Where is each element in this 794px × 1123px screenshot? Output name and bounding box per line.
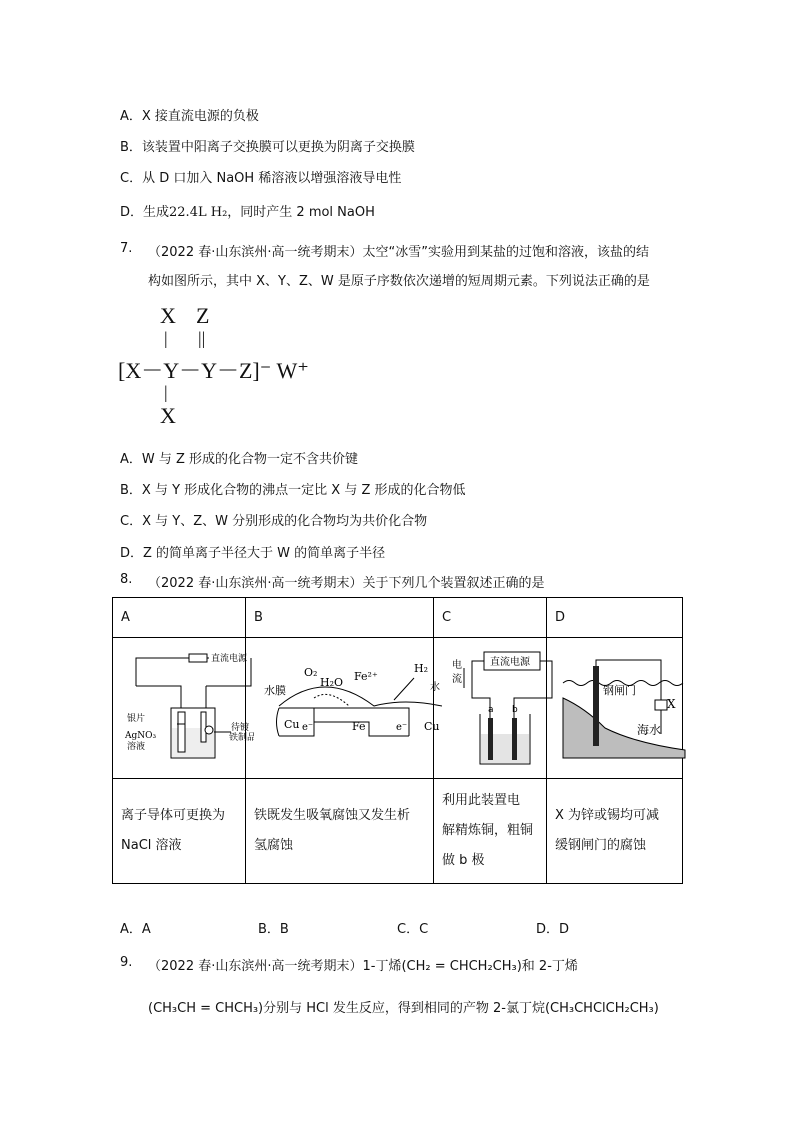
fig-a-silver-electrode <box>178 712 185 752</box>
fig-b-cu-left: Cu <box>284 718 300 731</box>
q6-option-a: A．X 接直流电源的负极 <box>120 109 259 124</box>
fig-c-current-2: 流 <box>452 674 462 685</box>
fig-d-sea-label: 海水 <box>637 723 662 737</box>
q8-answer-b: B．B <box>258 922 289 937</box>
fig-c-label-b: b <box>512 705 518 715</box>
fig-c-electrode-b <box>512 718 517 760</box>
q6-option-d-post: ，同时产生 2 mol NaOH <box>227 205 375 220</box>
q6-option-b: B．该装置中阳离子交换膜可以更换为阴离子交换膜 <box>120 140 415 155</box>
q8-answer-a: A．A <box>120 922 151 937</box>
fig-b-water: 水 <box>430 682 440 693</box>
desc-d <box>547 779 683 884</box>
fig-c-power-label: 直流电源 <box>490 657 530 668</box>
desc-c <box>434 779 547 884</box>
structure-main-chain: [X－Y－Y－Z]⁻ W⁺ <box>118 358 309 383</box>
figure-d-cell <box>547 638 683 779</box>
fig-b-h2: H₂ <box>414 662 429 675</box>
fig-b-fe: Fe <box>352 720 366 733</box>
q8-stem: （2022 春·山东滨州·高一统考期末）关于下列几个装置叙述正确的是 <box>148 576 545 591</box>
q6-option-d-formula: 22.4L H₂ <box>169 205 228 220</box>
fig-b-o2: O₂ <box>304 666 318 679</box>
fig-b-electron-left: e⁻ <box>302 722 314 733</box>
fig-c-current-1: 电 <box>452 660 462 671</box>
header-a: A <box>113 598 246 638</box>
structure-top-x: X <box>160 303 176 328</box>
figure-b-cell <box>246 638 440 779</box>
fig-d-x-block <box>655 700 667 710</box>
q7-structure-formula <box>118 300 318 435</box>
figure-c-electrolysis <box>442 638 555 774</box>
q7-number: 7. <box>120 241 133 256</box>
fig-a-target-label-2: 铁制品 <box>229 733 254 743</box>
q9-stem-line2: (CH₃CH = CHCH₃)分别与 HCl 发生反应，得到相同的产物 2-氯丁烷(CH₃CHClCH₂CH₃) <box>148 1001 659 1016</box>
fig-a-power-label: 直流电源 <box>211 654 248 664</box>
q9-number: 9. <box>120 955 133 970</box>
figure-c-cell <box>434 638 547 779</box>
fig-c-label-a: a <box>488 705 494 715</box>
q6-option-c: C．从 D 口加入 NaOH 稀溶液以增强溶液导电性 <box>120 171 402 186</box>
desc-b <box>246 779 434 884</box>
figure-d-steel-gate <box>555 638 691 774</box>
desc-a <box>113 779 246 884</box>
desc-c-line1: 利用此装置电 <box>442 793 521 808</box>
fig-b-electron-right: e⁻ <box>396 722 408 733</box>
fig-b-h2o: H₂O <box>320 676 344 689</box>
fig-c-electrode-a <box>488 718 493 760</box>
fig-b-cu-right: Cu <box>424 720 440 733</box>
q8-device-table <box>112 597 683 884</box>
q8-answer-c: C．C <box>397 922 429 937</box>
desc-c-line2: 解精炼铜，粗铜 <box>442 823 534 838</box>
fig-b-fe2: Fe²⁺ <box>354 670 378 683</box>
structure-bottom-bond: | <box>164 382 168 402</box>
header-d: D <box>547 598 683 638</box>
fig-a-target-label-1: 待镀 <box>231 723 250 733</box>
fig-a-silver-label: 银片 <box>127 714 146 724</box>
header-b: B <box>246 598 434 638</box>
structure-single-bond: | <box>164 328 168 348</box>
q7-option-a: A．W 与 Z 形成的化合物一定不含共价键 <box>120 452 359 467</box>
q6-option-d <box>120 201 375 220</box>
fig-d-x-label: X <box>667 697 676 711</box>
desc-a-line2: NaCl 溶液 <box>121 838 182 853</box>
fig-a-iron-object <box>201 712 206 742</box>
structure-double-bond: || <box>198 328 206 348</box>
q7-stem-line2: 构如图所示，其中 X、Y、Z、W 是原子序数依次递增的短周期元素。下列说法正确的是 <box>148 274 650 289</box>
header-c: C <box>434 598 547 638</box>
desc-b-line1: 铁既发生吸氧腐蚀又发生析 <box>254 808 411 823</box>
fig-d-gate <box>593 666 599 746</box>
q7-option-b: B．X 与 Y 形成化合物的沸点一定比 X 与 Z 形成的化合物低 <box>120 483 466 498</box>
figure-b-corrosion <box>254 638 442 774</box>
q6-option-d-pre: D．生成 <box>120 205 170 220</box>
q7-option-d: D．Z 的简单离子半径大于 W 的简单离子半径 <box>120 546 386 561</box>
fig-b-water-film: 水膜 <box>264 684 286 697</box>
desc-a-line1: 离子导体可更换为 <box>121 808 226 823</box>
q7-option-c: C．X 与 Y、Z、W 分别形成的化合物均为共价化合物 <box>120 514 428 529</box>
q7-stem-line1: （2022 春·山东滨州·高一统考期末）太空“冰雪”实验用到某盐的过饱和溶液，该盐的结 <box>148 245 649 260</box>
q8-number: 8. <box>120 572 133 587</box>
desc-b-line2: 氢腐蚀 <box>254 838 294 853</box>
structure-top-z: Z <box>196 303 210 328</box>
q8-answer-d: D．D <box>536 922 570 937</box>
fig-d-gate-label: 钢闸门 <box>603 684 636 697</box>
figure-a-cell <box>113 638 254 779</box>
fig-a-solution-label: 溶液 <box>127 742 146 752</box>
q9-stem-line1: （2022 春·山东滨州·高一统考期末）1-丁烯(CH₂ = CHCH₂CH₃)和 2-丁烯 <box>148 959 578 974</box>
structure-bottom-x: X <box>160 403 176 428</box>
figure-a-electroplating <box>121 638 254 774</box>
desc-d-line2: 缓钢闸门的腐蚀 <box>555 838 647 853</box>
fig-a-agno3-label: AgNO₃ <box>125 731 157 741</box>
desc-d-line1: X 为锌或锡均可减 <box>555 808 660 823</box>
desc-c-line3: 做 b 极 <box>442 853 485 868</box>
